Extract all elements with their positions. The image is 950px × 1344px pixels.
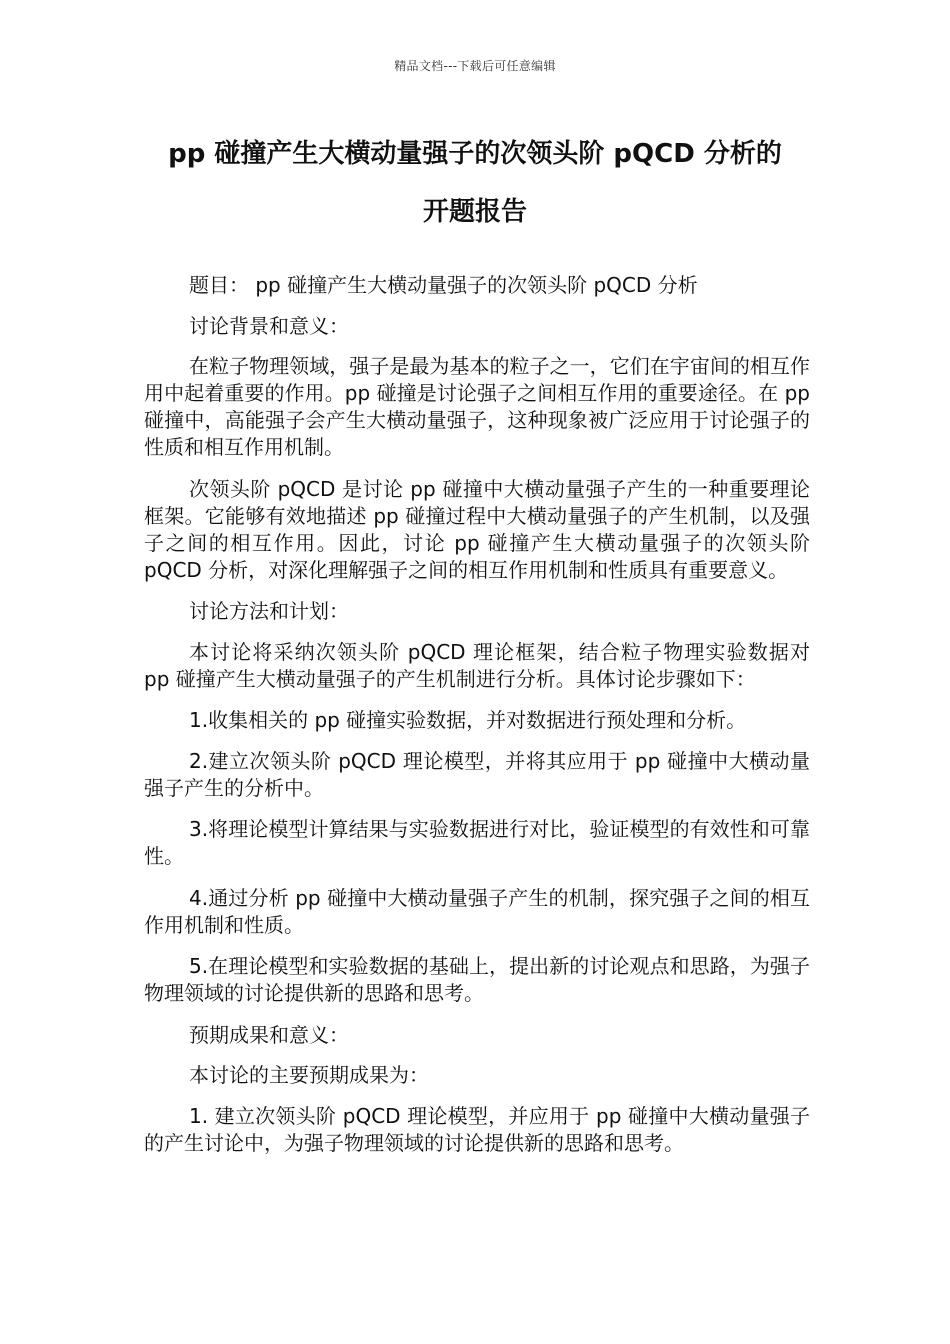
outcomes-intro: 本讨论的主要预期成果为： bbox=[189, 1063, 429, 1087]
method-step-3: 3.将理论模型计算结果与实验数据进行对比，验证模型的有效性和可靠性。 bbox=[144, 817, 810, 868]
section-heading-background: 讨论背景和意义： bbox=[189, 313, 349, 338]
method-intro-paragraph: 本讨论将采纳次领头阶 pQCD 理论框架，结合粒子物理实验数据对 pp 碰撞产生大横动量强子的产生机制进行分析。具体讨论步骤如下： bbox=[144, 639, 810, 691]
document-title-line-2: 开题报告 bbox=[422, 197, 527, 227]
method-step-5: 5.在理论模型和实验数据的基础上，提出新的讨论观点和思路，为强子物理领域的讨论提供新的思路和思考。 bbox=[144, 954, 810, 1005]
background-paragraph-2: 次领头阶 pQCD 是讨论 pp 碰撞中大横动量强子产生的一种重要理论框架。它能够有效地描述 pp 碰撞过程中大横动量强子的产生机制，以及强子之间的相互作用。因此，讨论 pp 碰撞产生大横动量强子的次领头阶 pQCD 分析，对深化理解强子之间的相互作用机制和性质具有重要意义。 bbox=[144, 476, 810, 582]
method-step-4: 4.通过分析 pp 碰撞中大横动量强子产生的机制，探究强子之间的相互作用机制和性质。 bbox=[144, 885, 810, 937]
background-paragraph-1: 在粒子物理领域，强子是最为基本的粒子之一，它们在宇宙间的相互作用中起着重要的作用。pp 碰撞是讨论强子之间相互作用的重要途径。在 pp 碰撞中，高能强子会产生大横动量强子，这种现象被广泛应用于讨论强子的性质和相互作用机制。 bbox=[144, 354, 810, 459]
page-header: 精品文档---下载后可任意编辑 bbox=[394, 59, 556, 73]
topic-line: 题目： pp 碰撞产生大横动量强子的次领头阶 pQCD 分析 bbox=[189, 273, 698, 297]
section-heading-outcomes: 预期成果和意义： bbox=[189, 1022, 349, 1047]
document-title-line-1: pp 碰撞产生大横动量强子的次领头阶 pQCD 分析的 bbox=[168, 139, 782, 169]
document-body bbox=[144, 272, 810, 1171]
method-step-1: 1.收集相关的 pp 碰撞实验数据，并对数据进行预处理和分析。 bbox=[189, 708, 747, 732]
outcome-item-1: 1. 建立次领头阶 pQCD 理论模型，并应用于 pp 碰撞中大横动量强子的产生讨论中，为强子物理领域的讨论提供新的思路和思考。 bbox=[144, 1103, 810, 1155]
section-heading-method: 讨论方法和计划： bbox=[189, 599, 349, 623]
method-step-2: 2.建立次领头阶 pQCD 理论模型，并将其应用于 pp 碰撞中大横动量强子产生的分析中。 bbox=[144, 748, 810, 800]
